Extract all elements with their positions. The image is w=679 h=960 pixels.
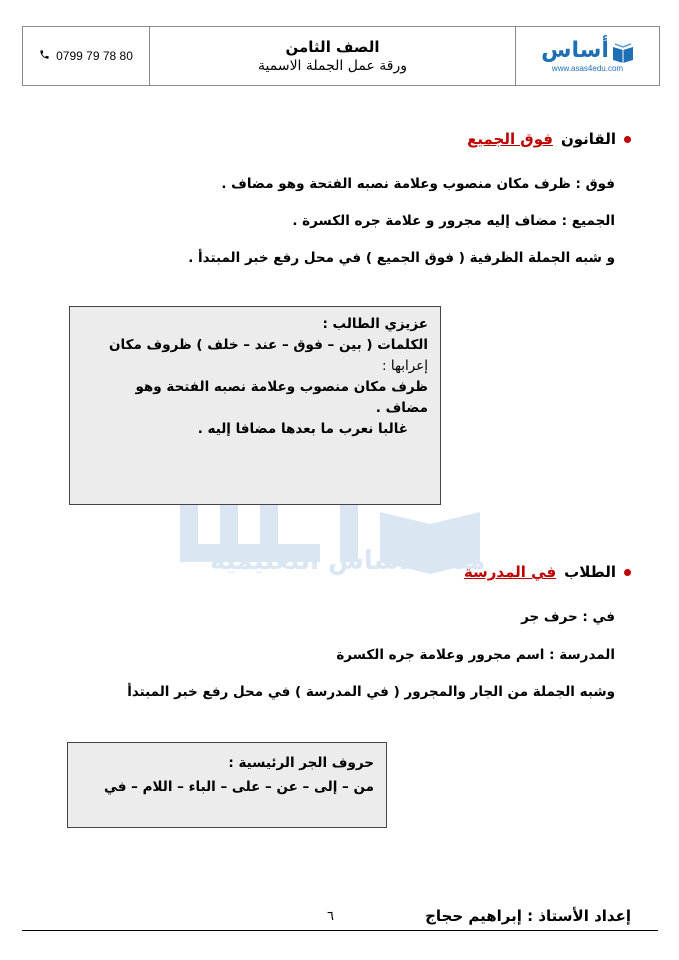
box2-line-2: من – إلى – عن – على – الباء – اللام – في — [103, 779, 374, 795]
asas-logo — [541, 39, 634, 63]
section2-line-3: وشبه الجملة من الجار والمجرور ( في المدرسة ) في محل رفع خبر المبتدأ — [127, 684, 615, 700]
box1-line-2: الكلمات ( بين – فوق – عند – خلف ) ظروف مكان — [109, 337, 428, 353]
box1-line-1: عزيزي الطالب : — [322, 316, 428, 332]
box1-line-3: إعرابها : — [382, 358, 428, 374]
grade-title: الصف الثامن — [285, 38, 380, 56]
book-icon — [612, 43, 634, 63]
logo-url: www.asas4edu.com — [551, 64, 624, 73]
phone-icon — [39, 49, 50, 63]
section1-title-red: فوق الجميع — [467, 130, 553, 148]
logo-cell — [516, 27, 659, 85]
section2-line-2: المدرسة : اسم مجرور وعلامة جره الكسرة — [336, 647, 615, 663]
page-number: ٦ — [327, 909, 334, 924]
watermark-text: منصة أساس التعليمية — [210, 546, 486, 576]
section1-line-3: و شبه الجملة الظرفية ( فوق الجميع ) في محل رفع خبر المبتدأ . — [188, 250, 615, 266]
bullet-icon — [624, 136, 631, 143]
section2-line-1: في : حرف جر — [521, 609, 615, 625]
header-title-cell — [150, 27, 516, 85]
box1-line-5: مضاف . — [375, 400, 428, 416]
phone-number: 0799 79 78 80 — [56, 49, 133, 63]
author-credit: إعداد الأستاذ : إبراهيم حجاج — [425, 907, 631, 925]
note-box-2 — [67, 742, 387, 828]
section1-line-1: فوق : ظرف مكان منصوب وعلامة نصبه الفتحة وهو مضاف . — [221, 176, 615, 192]
section1-heading — [467, 130, 631, 148]
section2-title-black: الطلاب — [564, 563, 616, 581]
page-header — [22, 26, 660, 86]
box1-line-4: ظرف مكان منصوب وعلامة نصبه الفتحة وهو — [135, 379, 428, 395]
logo-wordmark: أساس — [541, 38, 609, 63]
note-box-1 — [69, 306, 441, 505]
bullet-icon — [624, 569, 631, 576]
section2-title-red: في المدرسة — [463, 563, 557, 581]
phone-cell — [23, 27, 150, 85]
box2-line-1: حروف الجر الرئيسية : — [228, 755, 374, 771]
footer-divider — [22, 930, 658, 931]
section2-heading — [464, 563, 631, 581]
section1-line-2: الجميع : مضاف إليه مجرور و علامة جره الكسرة . — [292, 213, 615, 229]
box1-line-6: غالبا نعرب ما بعدها مضافا إليه . — [197, 421, 408, 437]
section1-title-black: القانون — [560, 130, 616, 148]
worksheet-subtitle: ورقة عمل الجملة الاسمية — [258, 58, 407, 74]
